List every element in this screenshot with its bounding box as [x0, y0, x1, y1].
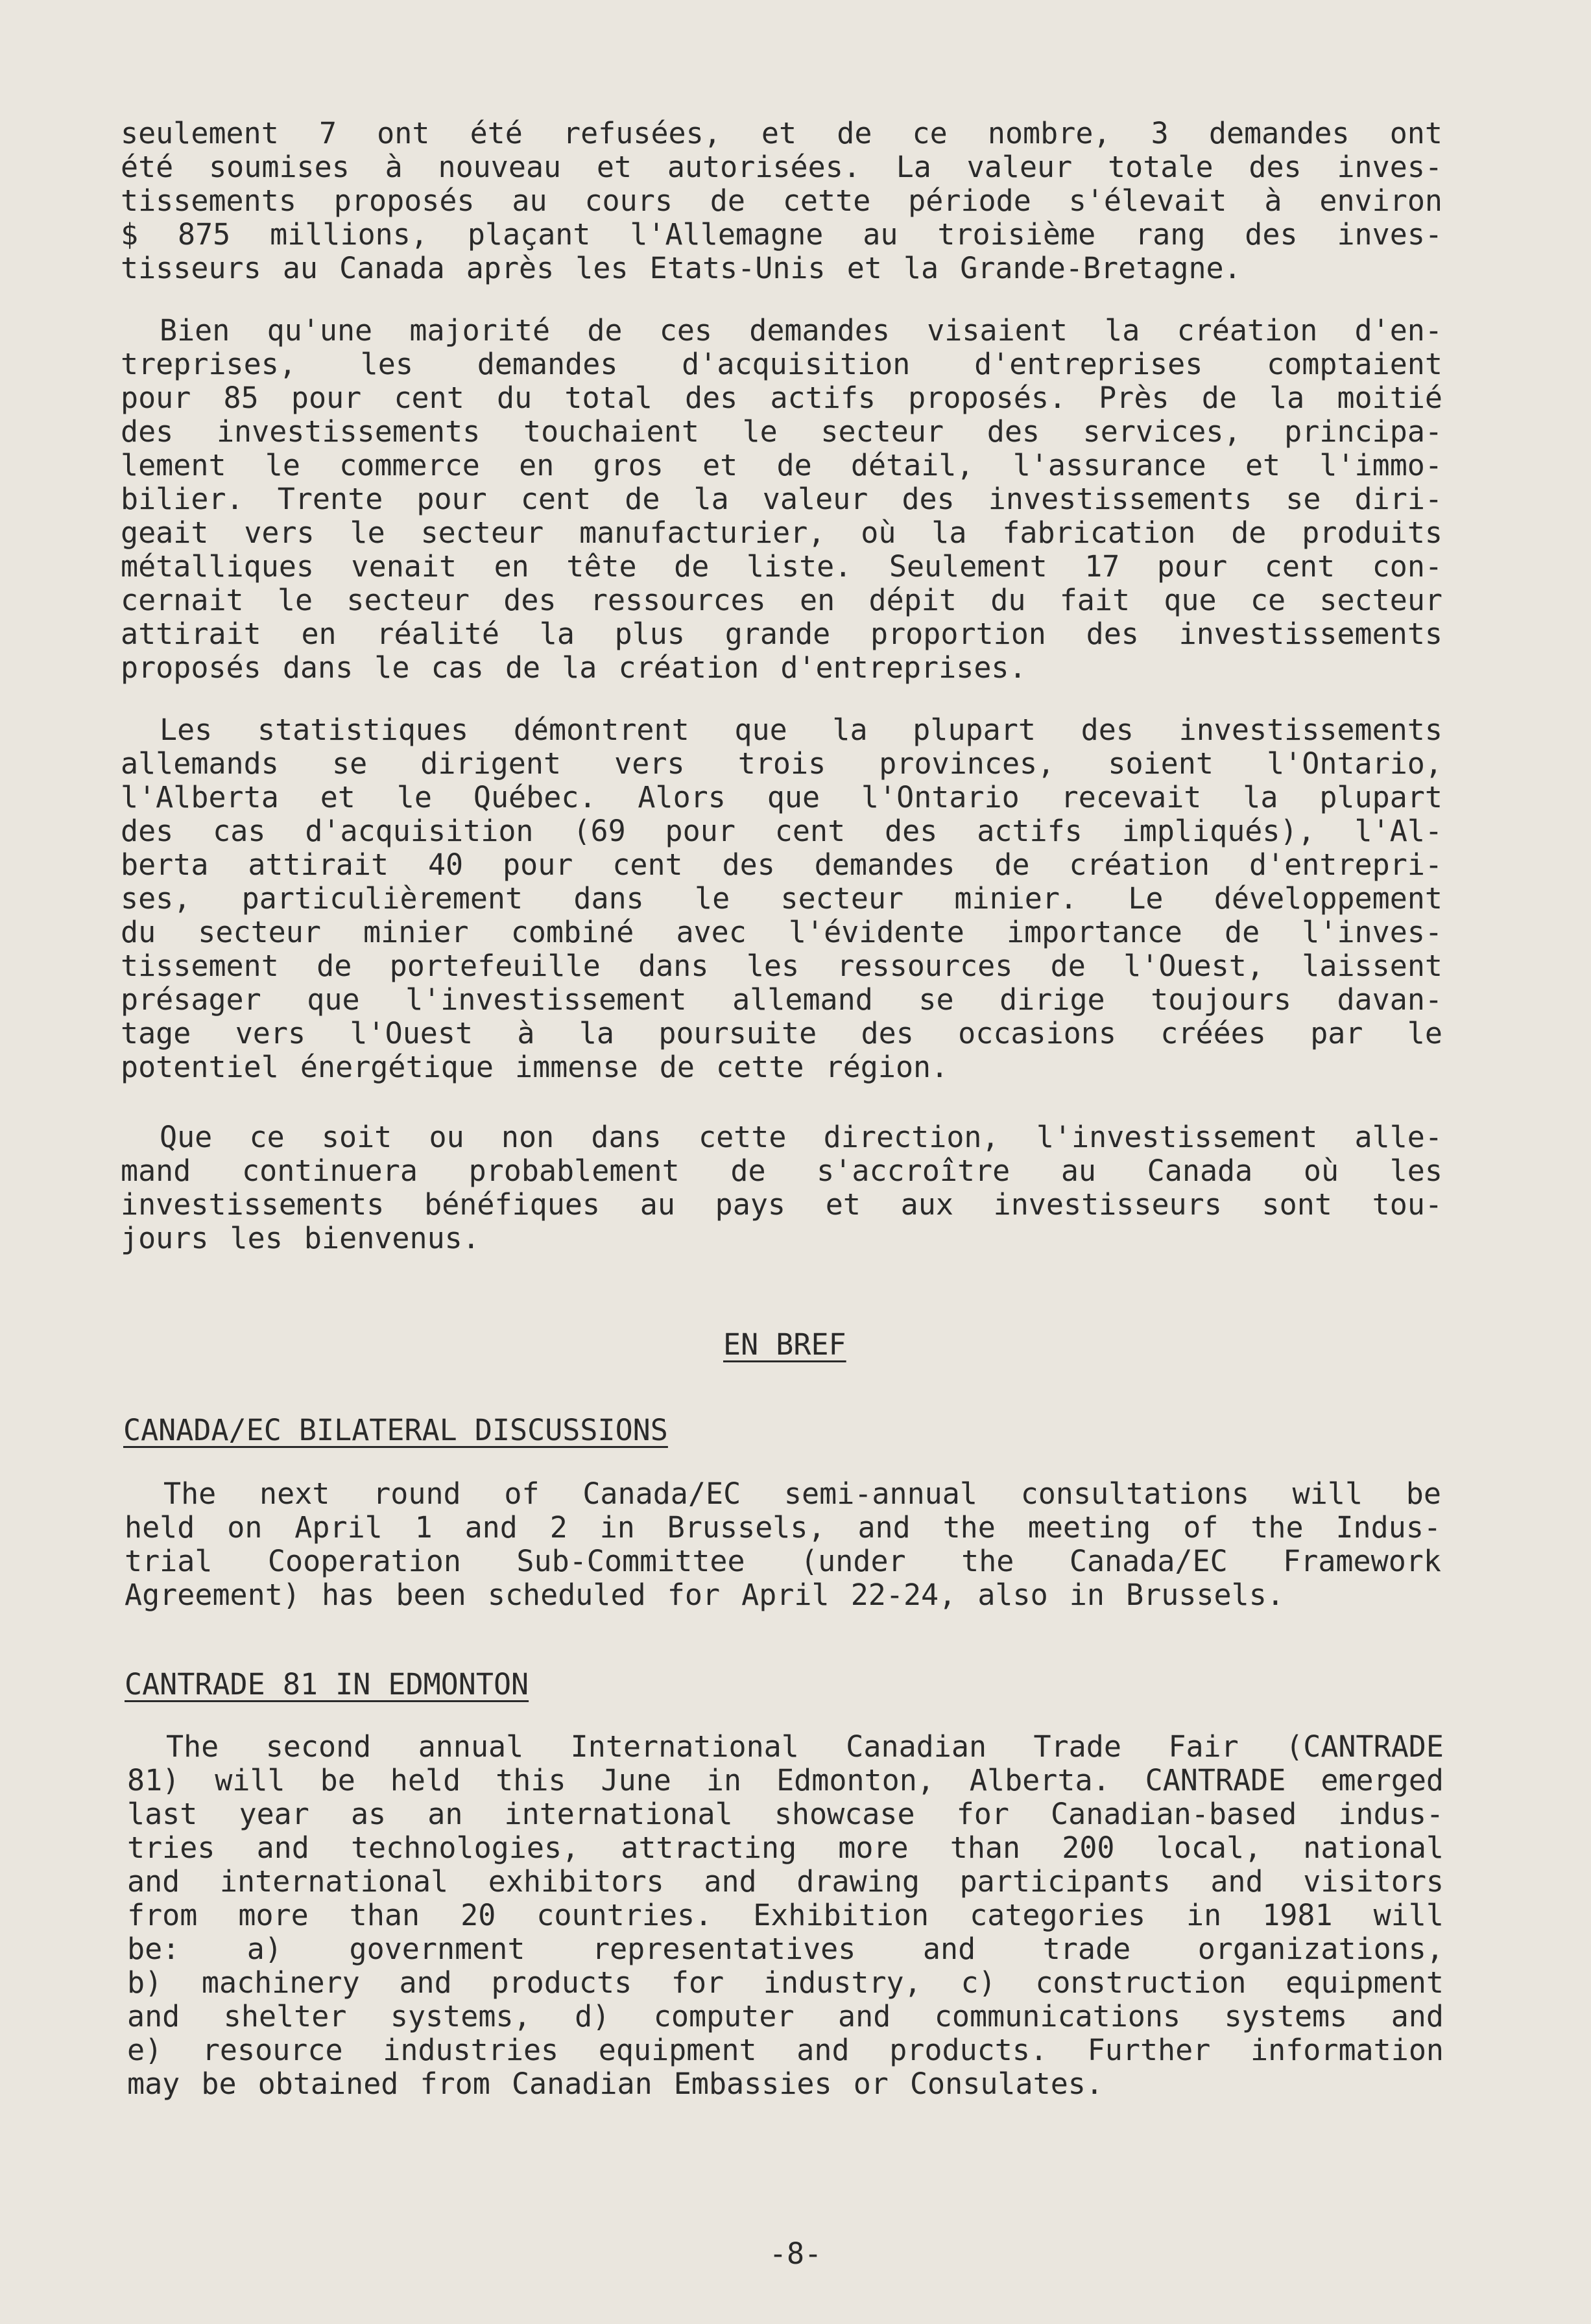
text-line: métalliques venait en tête de liste. Seulement 17 pour cent con- — [121, 549, 1442, 584]
paragraph-sector-breakdown — [121, 314, 1442, 685]
text-line: held on April 1 and 2 in Brussels, and the meeting of the Indus- — [125, 1510, 1441, 1545]
text-line: l'Alberta et le Québec. Alors que l'Ontario recevait la plupart — [121, 780, 1442, 814]
section-title: EN BREF — [723, 1327, 846, 1362]
text-line: The second annual International Canadian Trade Fair (CANTRADE — [166, 1729, 1444, 1764]
paragraph-provincial-distribution — [121, 713, 1442, 1084]
text-line: Que ce soit ou non dans cette direction, l'investissement alle- — [160, 1120, 1442, 1154]
text-line: des cas d'acquisition (69 pour cent des actifs impliqués), l'Al- — [121, 814, 1442, 848]
text-line: cernait le secteur des ressources en dépit du fait que ce secteur — [121, 583, 1442, 617]
text-line: tisseurs au Canada après les Etats-Unis et la Grande-Bretagne. — [121, 251, 1241, 285]
text-line: des investissements touchaient le secteur des services, principa- — [121, 414, 1442, 449]
text-line: trial Cooperation Sub-Committee (under the Canada/EC Framework — [125, 1544, 1441, 1578]
text-line: and shelter systems, d) computer and communications systems and — [127, 1999, 1444, 2034]
text-line: attirait en réalité la plus grande proportion des investissements — [121, 617, 1442, 651]
text-line: may be obtained from Canadian Embassies or Consulates. — [127, 2067, 1103, 2101]
heading-bilateral-discussions: CANADA/EC BILATERAL DISCUSSIONS — [123, 1413, 668, 1447]
text-line: b) machinery and products for industry, c) construction equipment — [127, 1965, 1444, 2000]
text-line: tissements proposés au cours de cette période s'élevait à environ — [121, 184, 1442, 218]
text-line: e) resource industries equipment and products. Further information — [127, 2033, 1444, 2067]
text-line: tries and technologies, attracting more than 200 local, national — [127, 1831, 1444, 1865]
text-line: $ 875 millions, plaçant l'Allemagne au troisième rang des inves- — [121, 217, 1442, 252]
paragraph-bilateral-discussions — [125, 1477, 1441, 1612]
text-line: potentiel énergétique immense de cette région. — [121, 1050, 949, 1084]
page-number: -8- — [769, 2236, 822, 2271]
text-line: berta attirait 40 pour cent des demandes de création d'entrepri- — [121, 848, 1442, 882]
heading-cantrade: CANTRADE 81 IN EDMONTON — [125, 1667, 529, 1702]
text-line: été soumises à nouveau et autorisées. La valeur totale des inves- — [121, 150, 1442, 184]
text-line: treprises, les demandes d'acquisition d'entreprises comptaient — [121, 347, 1442, 381]
text-line: lement le commerce en gros et de détail, l'assurance et l'immo- — [121, 448, 1442, 482]
text-line: Agreement) has been scheduled for April 22-24, also in Brussels. — [125, 1578, 1284, 1612]
text-line: be: a) government representatives and trade organizations, — [127, 1932, 1444, 1966]
text-line: investissements bénéfiques au pays et aux investisseurs sont tou- — [121, 1187, 1442, 1222]
text-line: last year as an international showcase for Canadian-based indus- — [127, 1797, 1444, 1831]
text-line: bilier. Trente pour cent de la valeur des investissements se diri- — [121, 482, 1442, 516]
text-line: seulement 7 ont été refusées, et de ce nombre, 3 demandes ont — [121, 116, 1442, 150]
text-line: ses, particulièrement dans le secteur minier. Le développement — [121, 881, 1442, 916]
text-line: tissement de portefeuille dans les ressources de l'Ouest, laissent — [121, 949, 1442, 983]
text-line: pour 85 pour cent du total des actifs proposés. Près de la moitié — [121, 381, 1442, 415]
text-line: Bien qu'une majorité de ces demandes visaient la création d'en- — [160, 313, 1442, 348]
text-line: geait vers le secteur manufacturier, où la fabrication de produits — [121, 516, 1442, 550]
text-line: du secteur minier combiné avec l'évidente importance de l'inves- — [121, 915, 1442, 949]
text-line: mand continuera probablement de s'accroître au Canada où les — [121, 1154, 1442, 1188]
text-line: Les statistiques démontrent que la plupart des investissements — [160, 713, 1442, 747]
paragraph-investment-summary — [121, 117, 1442, 285]
text-line: The next round of Canada/EC semi-annual consultations will be — [163, 1476, 1441, 1511]
text-line: and international exhibitors and drawing participants and visitors — [127, 1864, 1444, 1899]
text-line: présager que l'investissement allemand se dirige toujours davan- — [121, 982, 1442, 1017]
text-line: proposés dans le cas de la création d'entreprises. — [121, 650, 1027, 685]
text-line: from more than 20 countries. Exhibition categories in 1981 will — [127, 1898, 1444, 1932]
text-line: tage vers l'Ouest à la poursuite des occasions créées par le — [121, 1016, 1442, 1050]
text-line: 81) will be held this June in Edmonton, Alberta. CANTRADE emerged — [127, 1763, 1444, 1797]
paragraph-outlook — [121, 1120, 1442, 1255]
paragraph-cantrade — [127, 1730, 1444, 2101]
text-line: jours les bienvenus. — [121, 1221, 480, 1255]
text-line: allemands se dirigent vers trois provinces, soient l'Ontario, — [121, 746, 1442, 781]
